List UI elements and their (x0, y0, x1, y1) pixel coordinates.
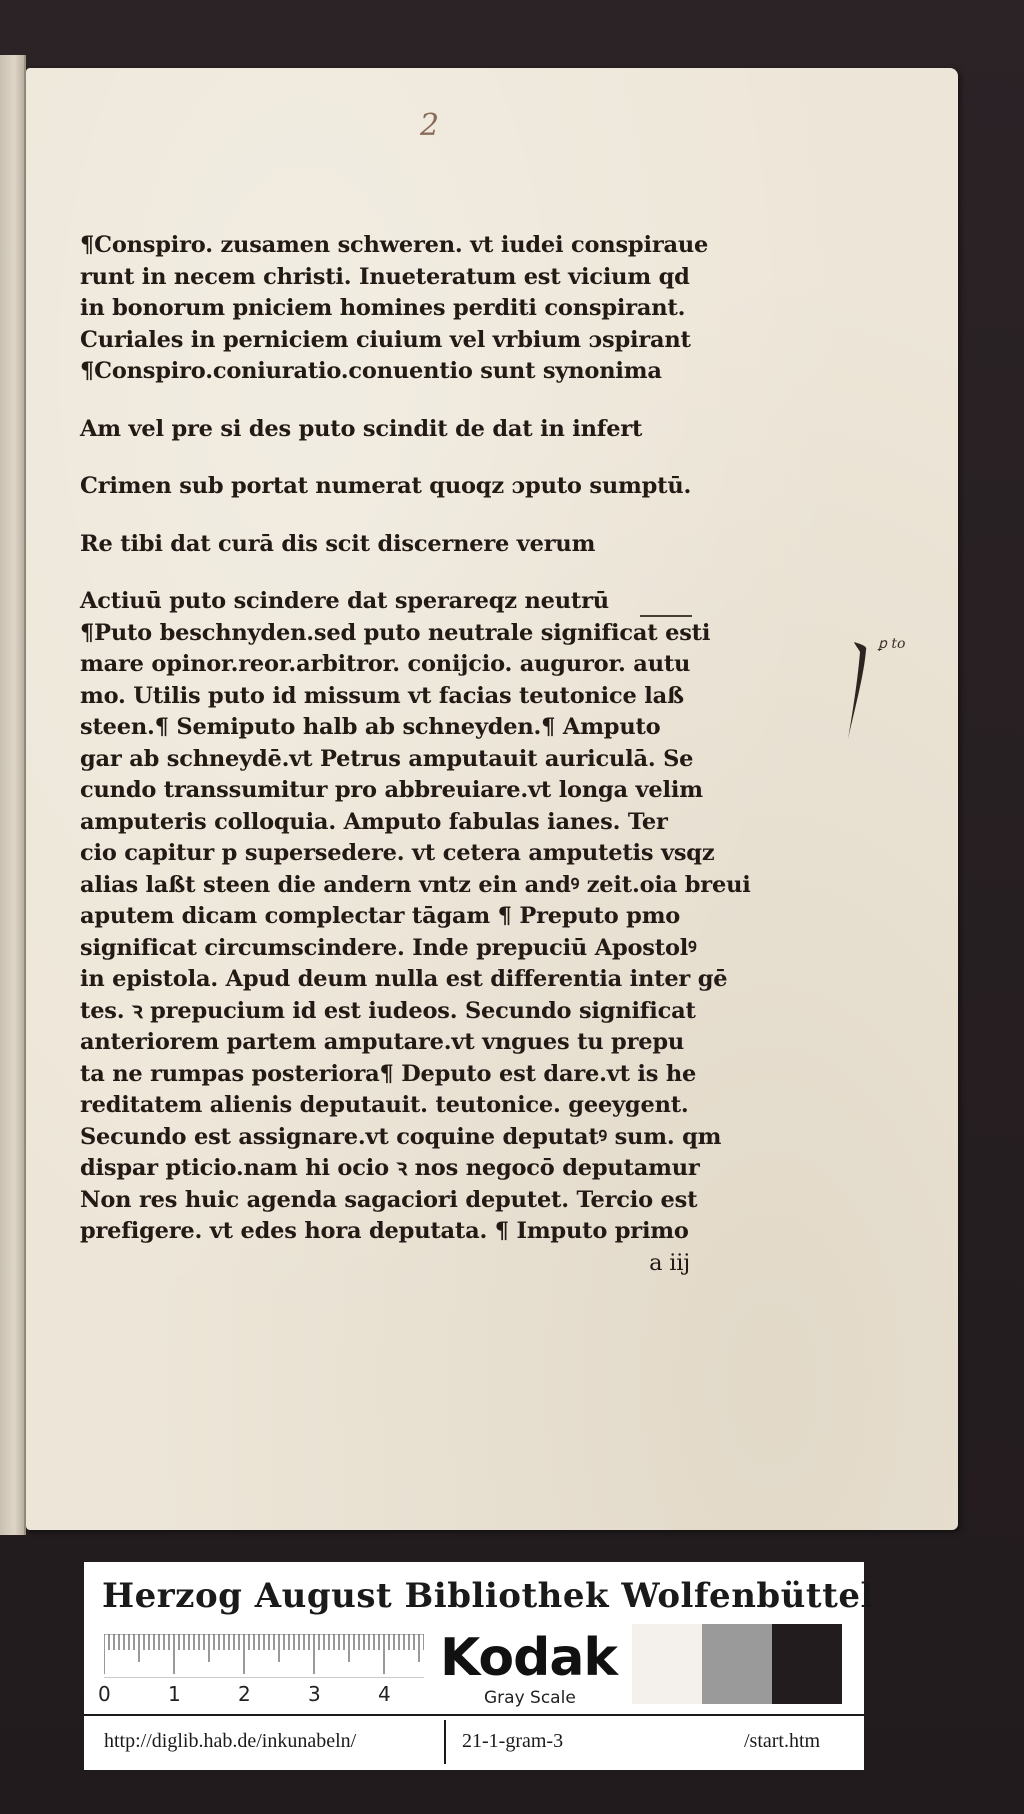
paragraph-puto (80, 586, 751, 1248)
text-line: significat circumscindere. Inde prepuciū Apostolꝰ (80, 934, 697, 961)
text-line: mare opinor.reor.arbitror. conijcio. auguror. autu (80, 651, 691, 677)
kodak-logo: Kodak (440, 1628, 617, 1688)
signature-mark: a iij (649, 1249, 690, 1276)
ruler-scale (104, 1634, 424, 1678)
url-path: http://diglib.hab.de/inkunabeln/ (104, 1730, 357, 1752)
text-line: cundo transsumitur pro abbreuiare.vt longa velim (80, 777, 703, 803)
folio-number: 2 (420, 108, 442, 143)
paragraph-conspiro (80, 230, 720, 388)
ruler-number: 3 (308, 1682, 321, 1706)
printed-text-block (80, 230, 751, 1279)
text-line: tes. ꝛ prepucium id est iudeos. Secundo significat (80, 997, 696, 1024)
ruler-number: 4 (378, 1682, 391, 1706)
short-rule (640, 615, 692, 617)
text-line: Non res huic agenda sagaciori deputet. Tercio est (80, 1186, 698, 1213)
library-title: Herzog August Bibliothek Wolfenbüttel (102, 1576, 874, 1616)
text-line: steen.¶ Semiputo halb ab schneyden.¶ Amputo (80, 714, 661, 740)
text-line: prefigere. vt edes hora deputata. ¶ Imputo primo (80, 1218, 689, 1244)
text-line: cio capitur p supersedere. vt cetera amputetis vsqz (80, 840, 715, 866)
text-line: alias laßt steen die andern vntz ein andꝰ zeit.oia breui (80, 871, 751, 898)
ruler-number: 1 (168, 1682, 181, 1706)
text-line: ¶Puto beschnyden.sed puto neutrale significat esti (80, 619, 711, 646)
text-line: mo. Utilis puto id missum vt facias teutonice laß (80, 682, 684, 709)
text-line: amputeris colloquia. Amputo fabulas ianes. Ter (80, 808, 668, 835)
color-target-card (84, 1562, 874, 1770)
ruler-number: 2 (238, 1682, 251, 1706)
url-file: /start.htm (744, 1730, 821, 1752)
text-line: ta ne rumpas posteriora¶ Deputo est dare.vt is he (80, 1060, 697, 1087)
text-line: anteriorem partem amputare.vt vngues tu prepu (80, 1029, 685, 1055)
facing-page-edge (0, 55, 26, 1535)
gray-patch-black (772, 1624, 842, 1704)
text-line: reditatem alienis deputauit. teutonice. geeygent. (80, 1092, 689, 1118)
text-line: in epistola. Apud deum nulla est differentia inter gē (80, 966, 728, 992)
text-line: dispar pticio.nam hi ocio ꝛ nos negocō deputamur (80, 1155, 700, 1181)
margin-annotation: ꝑ to (878, 636, 906, 652)
text-line: aputem dicam complectar tāgam ¶ Preputo pmo (80, 903, 681, 929)
text-line: ¶Conspiro.coniuratio.conuentio sunt synonima (80, 358, 662, 384)
text-line: in bonorum pniciem homines perditi conspirant. (80, 295, 686, 321)
target-divider (84, 1714, 864, 1716)
url-id: 21-1-gram-3 (462, 1730, 564, 1752)
text-line: Curiales in perniciem ciuium vel vrbium ɔspirant (80, 326, 691, 353)
text-line: gar ab schneydē.vt Petrus amputauit auriculā. Se (80, 745, 694, 772)
ruler-number: 0 (98, 1682, 111, 1706)
gray-scale-label: Gray Scale (484, 1688, 576, 1708)
verse-line: Crimen sub portat numerat quoqz ɔputo sumptū. (80, 473, 692, 499)
text-line: runt in necem christi. Inueteratum est vicium qd (80, 263, 690, 290)
text-line: Secundo est assignare.vt coquine deputatꝰ sum. qm (80, 1123, 722, 1150)
text-line: Actiuū puto scindere dat sperareqz neutrū (80, 588, 609, 614)
gray-patch-white (632, 1624, 702, 1704)
verse-line: Re tibi dat curā dis scit discernere verum (80, 530, 596, 557)
text-line: ¶Conspiro. zusamen schweren. vt iudei conspiraue (80, 232, 709, 258)
verse-line: Am vel pre si des puto scindit de dat in infert (80, 415, 643, 442)
target-divider-vertical (444, 1720, 446, 1764)
gray-patch-mid (702, 1624, 772, 1704)
